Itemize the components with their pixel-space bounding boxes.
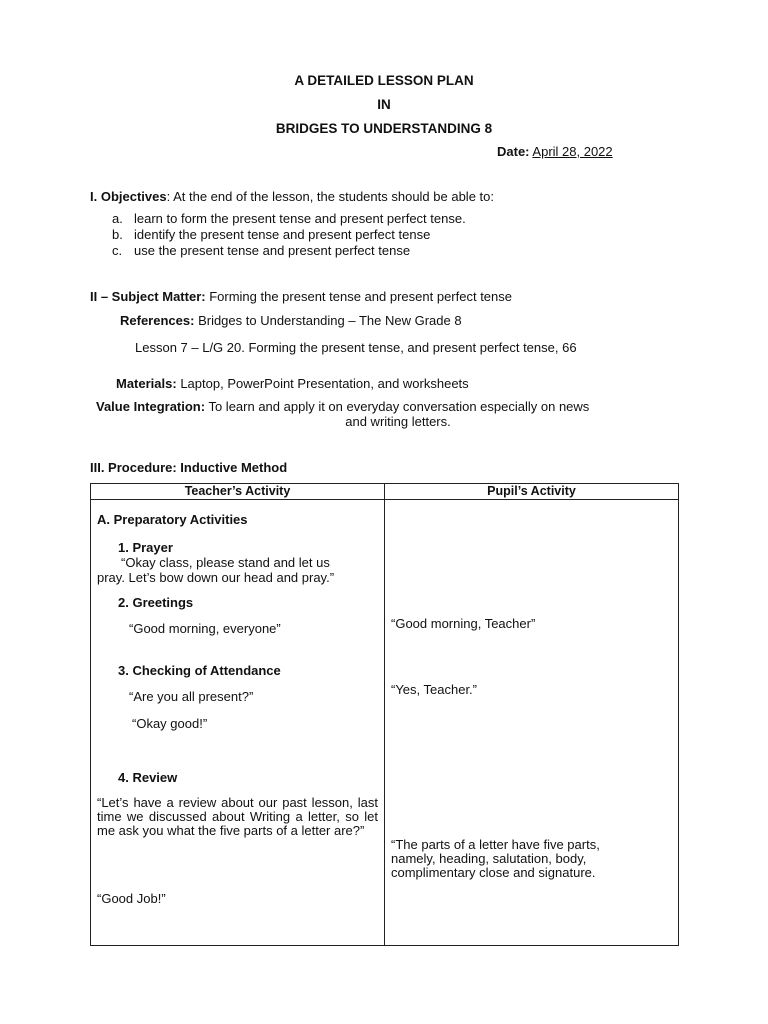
review-heading: 4. Review — [118, 770, 178, 785]
procedure-label: III. Procedure: Inductive Method — [90, 460, 288, 475]
attendance-okay: “Okay good!” — [132, 716, 208, 731]
subject-matter-value: Forming the present tense and present perfect tense — [209, 289, 512, 304]
pupil-attendance-reply: “Yes, Teacher.” — [391, 682, 477, 697]
teacher-activity-header: Teacher’s Activity — [91, 484, 385, 500]
prayer-heading: 1. Prayer — [118, 540, 173, 555]
value-integration-continuation: and writing letters. — [345, 414, 451, 429]
objective-item: b. identify the present tense and present perfect tense — [112, 227, 431, 242]
attendance-question: “Are you all present?” — [129, 689, 254, 704]
good-job-text: “Good Job!” — [97, 891, 166, 906]
references-line — [120, 313, 462, 328]
pupil-review-line-1: “The parts of a letter have five parts, — [391, 837, 600, 852]
value-integration-line — [96, 399, 589, 414]
subject-matter-line — [90, 289, 512, 304]
subject-matter-label: II – Subject Matter: — [90, 289, 206, 304]
title-line-1: A DETAILED LESSON PLAN — [294, 73, 474, 88]
date-label: Date: — [497, 144, 530, 159]
review-text: “Let’s have a review about our past lesson, last time we discussed about Writing a letter, so let me ask you what the five parts of a letter are?” — [97, 795, 378, 838]
references-value: Bridges to Understanding – The New Grade 8 — [198, 313, 462, 328]
materials-value: Laptop, PowerPoint Presentation, and worksheets — [180, 376, 469, 391]
pupil-activity-cell — [385, 500, 679, 946]
title-line-3: BRIDGES TO UNDERSTANDING 8 — [275, 121, 493, 136]
value-integration-label: Value Integration: — [96, 399, 206, 414]
date-line — [497, 144, 613, 159]
objectives-intro: : At the end of the lesson, the students should be able to: — [166, 189, 494, 204]
pupil-review-line-3: complimentary close and signature. — [391, 865, 596, 880]
materials-label: Materials: — [116, 376, 177, 391]
objective-item: a. learn to form the present tense and present perfect tense. — [112, 211, 466, 226]
greetings-heading: 2. Greetings — [118, 595, 194, 610]
date-value: April 28, 2022 — [532, 144, 613, 159]
section-preparatory: A. Preparatory Activities — [97, 512, 248, 527]
lesson-reference: Lesson 7 – L/G 20. Forming the present tense, and present perfect tense, 66 — [135, 340, 577, 355]
objectives-label: I. Objectives — [90, 189, 167, 204]
objectives-line — [90, 189, 494, 204]
prayer-text-line-1: “Okay class, please stand and let us — [121, 555, 330, 570]
objectives-list — [112, 211, 466, 259]
title-line-2: IN — [377, 97, 391, 112]
value-integration-value: To learn and apply it on everyday conversation especially on news — [208, 399, 590, 414]
greetings-text: “Good morning, everyone” — [129, 621, 281, 636]
references-label: References: — [120, 313, 195, 328]
pupil-activity-header: Pupil’s Activity — [385, 484, 679, 500]
pupil-greeting-reply: “Good morning, Teacher” — [391, 616, 536, 631]
teacher-activity-cell — [91, 500, 385, 946]
pupil-review-line-2: namely, heading, salutation, body, — [391, 851, 587, 866]
procedure-table — [90, 483, 679, 946]
prayer-text-line-2: pray. Let’s bow down our head and pray.” — [97, 570, 335, 585]
materials-line — [116, 376, 469, 391]
objective-item: c. use the present tense and present perfect tense — [112, 243, 411, 258]
attendance-heading: 3. Checking of Attendance — [118, 663, 281, 678]
